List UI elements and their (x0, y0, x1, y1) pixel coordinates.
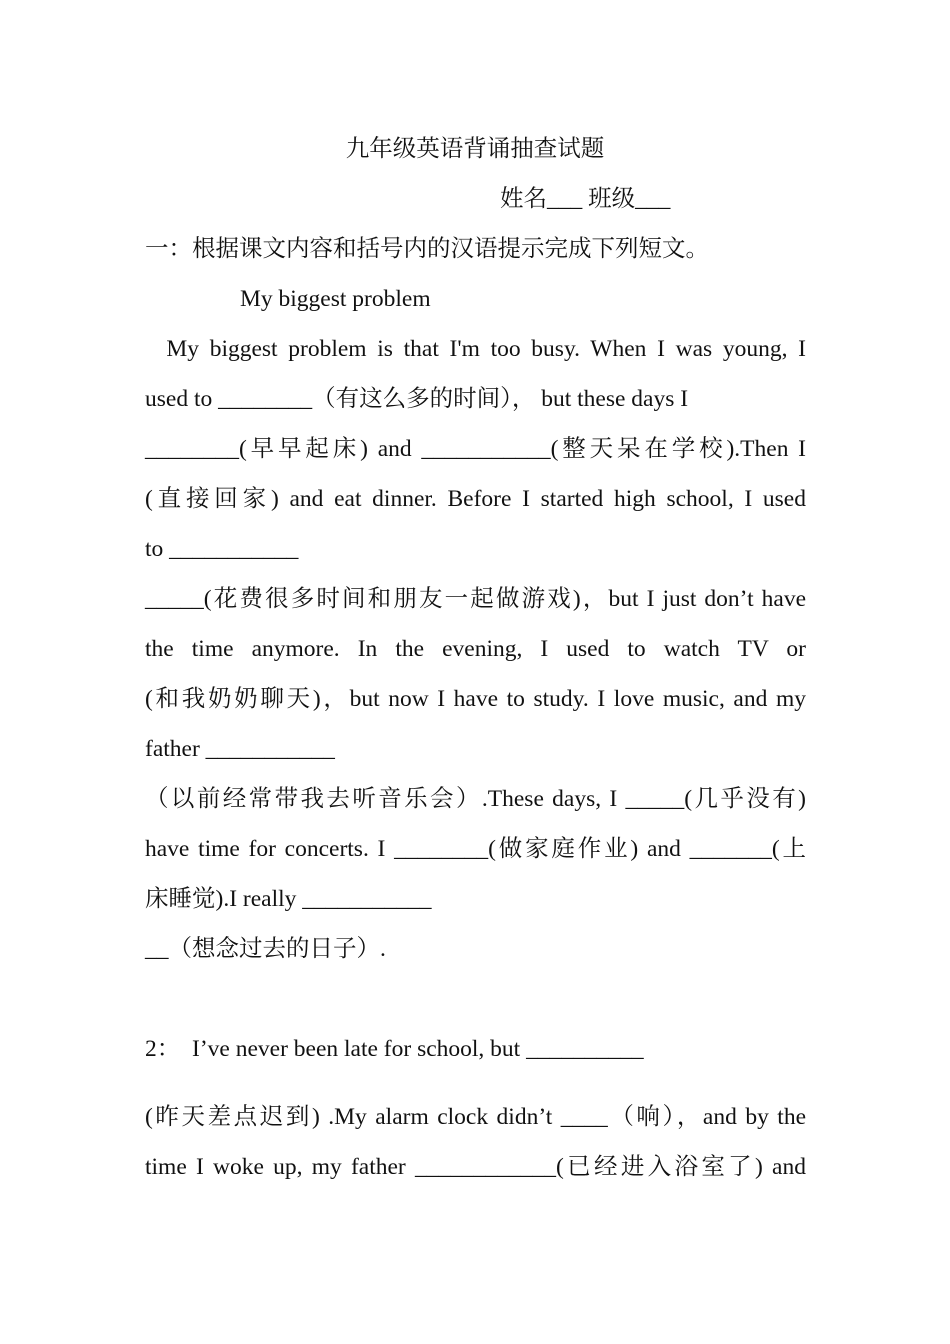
passage-line: father ___________ (145, 736, 335, 762)
passage-line: used to ________（有这么多的时间）， but these days I (145, 386, 689, 412)
passage-line: (和我奶奶聊天)，but now I have to study. I love music, and my (145, 686, 806, 712)
question-2-line: time I woke up, my father ____________(已经进入浴室了) and (145, 1154, 806, 1180)
passage-line: __（想念过去的日子）. (145, 936, 386, 962)
question-2-line: (昨天差点迟到) .My alarm clock didn’t ____（响），and by the (145, 1104, 806, 1130)
passage-line: 床睡觉).I really ___________ (145, 886, 432, 912)
passage-line: have time for concerts. I ________(做家庭作业) and _______(上 (145, 836, 806, 862)
passage-title: My biggest problem (240, 286, 431, 312)
page-title: 九年级英语背诵抽查试题 (345, 136, 605, 162)
passage-line: ________(早早起床) and ___________(整天呆在学校).Then I (145, 436, 806, 462)
name-class-line: 姓名___ 班级___ (500, 186, 671, 212)
question-2-line: 2： I’ve never been late for school, but __________ (145, 1036, 644, 1062)
passage-line: _____(花费很多时间和朋友一起做游戏)，but I just don’t have (145, 586, 806, 612)
passage-line: the time anymore. In the evening, I used to watch TV or (145, 636, 806, 662)
section-1-instruction: 一：根据课文内容和括号内的汉语提示完成下列短文。 (145, 236, 709, 262)
passage-line: My biggest problem is that I'm too busy. When I was young, I (145, 336, 806, 362)
passage-line: to ___________ (145, 536, 299, 562)
passage-line: （以前经常带我去听音乐会）.These days, I _____(几乎没有) (145, 786, 806, 812)
passage-line: (直接回家) and eat dinner. Before I started high school, I used (145, 486, 806, 512)
